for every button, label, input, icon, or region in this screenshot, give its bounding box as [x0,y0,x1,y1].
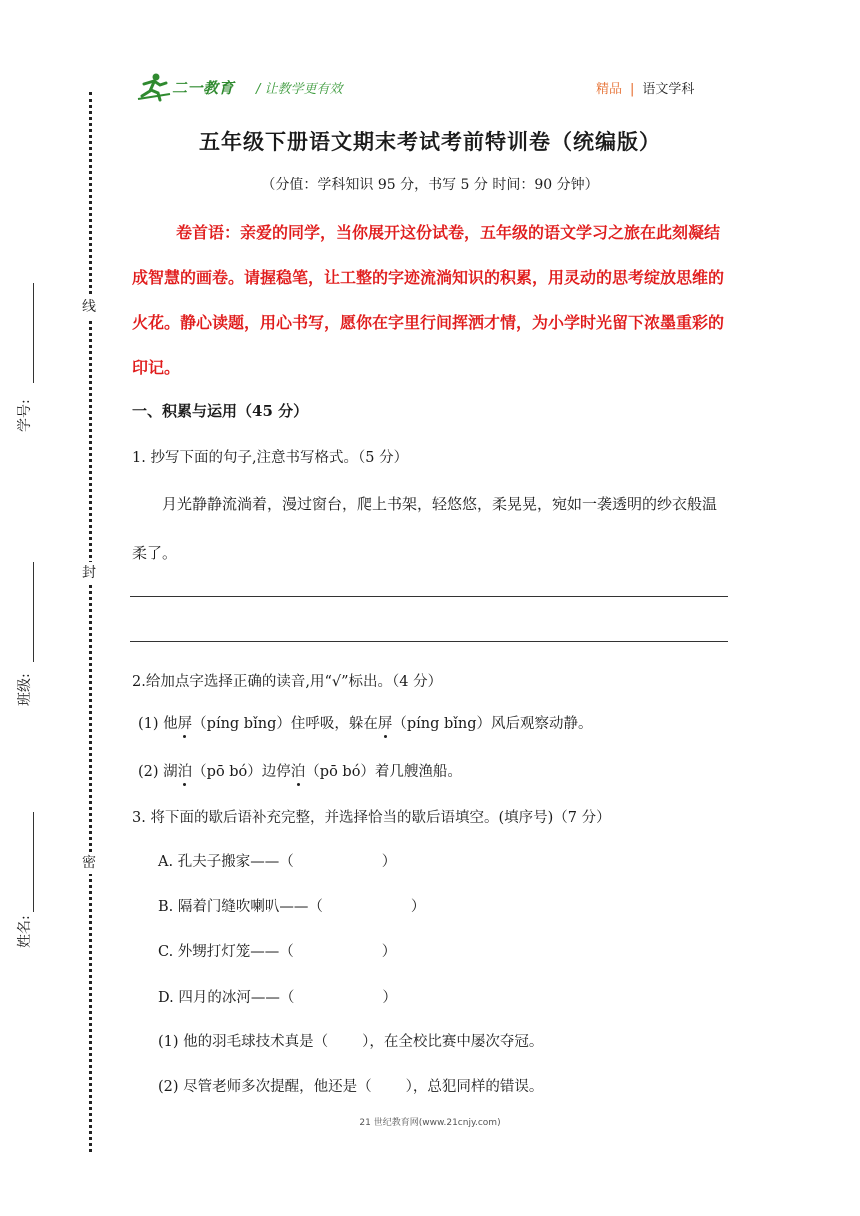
fill-2-part-a: (2) 尽管老师多次提醒，他还是（ [158,1079,372,1095]
option-c [158,940,396,961]
answer-line-2[interactable] [130,641,728,642]
question-2-stem: 2.给加点字选择正确的读音,用“√”标出。（4 分） [132,674,443,690]
header-tags [596,78,694,97]
option-d [158,986,397,1007]
q2-l2-part-c: （pō bó）着几艘渔船。 [305,764,462,780]
question-1-stem: 1. 抄写下面的句子,注意书写格式。（5 分） [132,450,409,466]
student-no-label: 学号: [17,399,33,432]
logo [136,72,244,102]
section-heading: 一、积累与运用（45 分） [132,402,309,420]
class-label: 班级: [17,673,33,706]
tag-subject: 语文学科 [642,82,695,97]
question-1-sentence [132,480,728,578]
dotted-char: 泊 [178,760,193,781]
option-d-text: D. 四月的冰河——（ [158,990,295,1006]
binding-mi: 密 [78,852,100,874]
runner-logo-icon [136,72,172,102]
q2-l1-part-b: （píng bǐng）住呼吸，躲在 [192,716,378,732]
dotted-char: 屏 [378,712,393,733]
option-c-text: C. 外甥打灯笼——（ [158,944,294,960]
intro-lead: 卷首语： [176,223,241,242]
q2-l2-part-b: （pō bó）边停 [192,764,291,780]
option-a-text: A. 孔夫子搬家——（ [158,854,294,870]
logo-text: 二一教育 [172,79,235,97]
name-label: 姓名: [17,915,33,948]
binding-dotted-line [89,92,92,1152]
intro-text: 亲爱的同学，当你展开这份试卷，五年级的语文学习之旅在此刻凝结成智慧的画卷。请握稳笔，让工整的字迹流淌知识的积累，用灵动的思考绽放思维的火花。静心读题，用心书写，愿你在字里行间挥洒才情，为小学时光留下浓墨重彩的印记。 [132,223,725,377]
question-3-stem: 3. 将下面的歇后语补充完整，并选择恰当的歇后语填空。(填序号)（7 分） [132,810,611,826]
binding-xian: 线 [78,296,100,318]
sentence-text: 月光静静流淌着，漫过窗台，爬上书架，轻悠悠，柔晃晃，宛如一袭透明的纱衣般温柔了。 [132,495,718,562]
question-2-line-2 [138,760,462,781]
option-b [158,895,425,916]
fill-1-part-a: (1) 他的羽毛球技术真是（ [158,1034,329,1050]
class-line [33,562,34,662]
fill-sentence-2 [158,1075,543,1096]
tag-separator: | [630,82,635,97]
close-paren: ） [410,899,426,915]
page-subtitle: （分值：学科知识 95 分，书写 5 分 时间：90 分钟） [261,177,599,193]
close-paren: ） [381,854,397,870]
q2-l1-part-a: (1) 他 [138,716,178,732]
option-a [158,850,396,871]
q2-l1-part-c: （píng bǐng）风后观察动静。 [392,716,593,732]
name-line [33,812,34,912]
fill-sentence-1 [158,1030,543,1051]
q2-l2-part-a: (2) 湖 [138,764,178,780]
dotted-char: 屏 [178,712,193,733]
answer-line-1[interactable] [130,596,728,597]
option-b-text: B. 隔着门缝吹喇叭——（ [158,899,323,915]
page-title: 五年级下册语文期末考试考前特训卷（统编版） [199,129,661,154]
page-footer: 21 世纪教育网(www.21cnjy.com) [359,1118,501,1128]
close-paren: ） [382,990,397,1006]
intro-paragraph [132,210,728,390]
tag-jingpin: 精品 [596,82,623,97]
student-no-line [33,283,34,383]
dotted-char: 泊 [291,760,306,781]
close-paren: ） [381,944,397,960]
slogan: / 让教学更有效 [256,82,343,97]
fill-2-part-b: ），总犯同样的错误。 [405,1079,544,1095]
fill-1-part-b: ），在全校比赛中屡次夺冠。 [362,1034,544,1050]
question-2-line-1 [138,712,593,733]
binding-feng: 封 [78,562,100,584]
